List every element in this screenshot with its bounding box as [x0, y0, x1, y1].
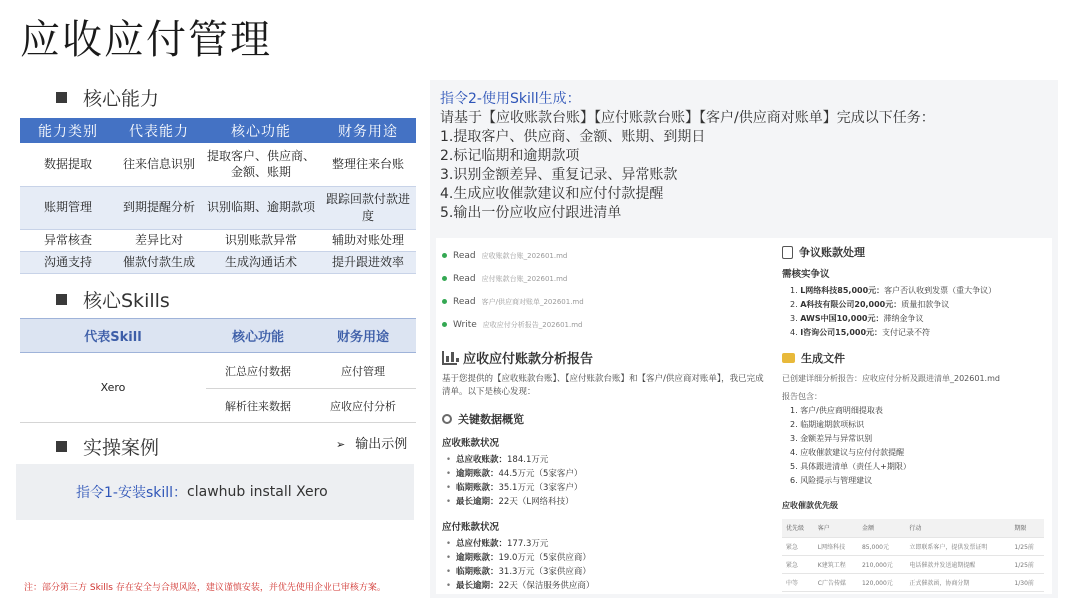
dispute-title [782, 244, 1050, 260]
item-key: 最长逾期： [456, 581, 499, 591]
table-cell: 应付管理 [310, 353, 416, 389]
item-key: 逾期账款： [456, 553, 499, 563]
generated-file-title [782, 350, 1050, 366]
section-heading-practice [56, 433, 159, 460]
list-item [442, 551, 772, 565]
output-example-text: 输出示例 [355, 437, 408, 452]
table-cell: K建筑工程 [814, 555, 858, 573]
item-key: 逾期账款： [456, 469, 499, 479]
table-cell: 紧急 [782, 555, 814, 573]
item-key: A科技有限公司20,000元： [800, 300, 902, 309]
status-dot-icon [442, 322, 447, 327]
table-cell: 数据提取 [20, 143, 116, 186]
list-item [442, 579, 772, 593]
item-key: AWS中国10,000元： [800, 314, 884, 323]
table-header: 代表能力 [116, 118, 202, 143]
command-2-line: 3.识别金额差异、重复记录、异常账款 [440, 167, 678, 183]
table-cell: 到期提醒分析 [116, 186, 202, 229]
item-value: 184.1万元 [507, 455, 549, 465]
table-cell: 120,000元 [858, 573, 905, 591]
dispute-title-text: 争议账款处理 [799, 246, 865, 259]
item-key: 最长逾期： [456, 497, 499, 507]
command-2-block [440, 90, 1050, 223]
document-icon [782, 246, 793, 259]
item-key: 临期账款： [456, 483, 499, 493]
report-column [442, 244, 772, 593]
item-value: 44.5万元（5家客户） [498, 469, 583, 479]
payable-title: 应付账款状况 [442, 522, 500, 533]
table-cell: 差异比对 [116, 229, 202, 251]
generated-file-text: 已创建详细分析报告：应收应付分析及跟进清单_202601.md [782, 374, 1000, 383]
status-dot-icon [442, 253, 447, 258]
table-cell: 跟踪回款付款进度 [320, 186, 416, 229]
table-row [782, 519, 1044, 537]
table-cell: 催款付款生成 [116, 251, 202, 273]
section-heading-core-capability [56, 84, 159, 111]
table-header: 财务用途 [310, 319, 416, 353]
item-value: 177.3万元 [507, 539, 549, 549]
table-cell: 电话催款并发送逾期提醒 [905, 555, 1010, 573]
file-op-verb: Write [453, 319, 477, 330]
content-item-text: 应收催款建议与应付付款提醒 [800, 448, 905, 457]
content-item: 5. 具体跟进清单（责任人+期限） [790, 462, 911, 471]
square-bullet-icon [56, 92, 67, 103]
table-cell: L网络科技 [814, 537, 858, 555]
dispute-item: 2. A科技有限公司20,000元：质量扣款争议 [790, 300, 950, 309]
file-op-line [442, 244, 772, 267]
table-cell: 辅助对账处理 [320, 229, 416, 251]
list-item [442, 453, 772, 467]
dispute-subtitle: 需核实争议 [782, 269, 830, 280]
generated-file-title-text: 生成文件 [801, 352, 845, 365]
details-column [782, 244, 1050, 592]
square-bullet-icon [56, 294, 67, 305]
table-header: 核心功能 [206, 319, 310, 353]
table-header: 期限 [1010, 519, 1044, 537]
table-row [782, 573, 1044, 591]
table-cell: C广告传媒 [814, 573, 858, 591]
page-title: 应收应付管理 [20, 17, 272, 63]
report-title-text: 应收应付账款分析报告 [463, 352, 594, 367]
item-value: 35.1万元（3家客户） [498, 483, 583, 493]
content-item: 3. 金额差异与异常识别 [790, 434, 873, 443]
output-example-label [336, 433, 407, 452]
content-item: 4. 应收催款建议与应付付款提醒 [790, 448, 905, 457]
dispute-item: 1. L网络科技85,000元：客户否认收到发票（重大争议） [790, 286, 997, 295]
dispute-item: 4. I咨询公司15,000元：支付记录不符 [790, 328, 931, 337]
arrow-right-icon: ➢ [336, 438, 346, 451]
file-op-line [442, 290, 772, 313]
table-cell: 1/25前 [1010, 555, 1044, 573]
item-value: 19.0万元（5家供应商） [498, 553, 591, 563]
file-op-path: 应收账款台账_202601.md [481, 251, 568, 260]
item-key: L网络科技85,000元： [800, 286, 885, 295]
section-heading-core-skills [56, 286, 170, 313]
file-op-verb: Read [453, 273, 476, 284]
table-cell: 1/25前 [1010, 537, 1044, 555]
table-header: 优先级 [782, 519, 814, 537]
table-header: 客户 [814, 519, 858, 537]
table-cell: 提取客户、供应商、金额、账期 [202, 143, 320, 186]
item-value: 质量扣款争议 [901, 300, 950, 309]
table-row [20, 186, 416, 229]
table-cell: 1/30前 [1010, 573, 1044, 591]
content-item-text: 具体跟进清单（责任人+期限） [800, 462, 911, 471]
item-key: 总应收账款： [456, 455, 508, 465]
receivable-title: 应收账款状况 [442, 438, 500, 449]
report-contains-label: 报告包含： [782, 392, 822, 401]
item-key: 总应付账款： [456, 539, 508, 549]
table-cell: 异常核查 [20, 229, 116, 251]
table-row [20, 251, 416, 273]
file-op-path: 客户/供应商对账单_202601.md [481, 297, 584, 306]
content-item: 1. 客户/供应商明细提取表 [790, 406, 883, 415]
table-cell: 紧急 [782, 537, 814, 555]
table-header: 代表Skill [20, 319, 206, 353]
table-cell: 沟通支持 [20, 251, 116, 273]
table-cell: 应收应付分析 [310, 389, 416, 423]
magnifier-icon [442, 414, 452, 424]
table-cell: 正式催款函，协商分期 [905, 573, 1010, 591]
item-value: 31.3万元（3家供应商） [498, 567, 591, 577]
priority-title: 应收催款优先级 [782, 501, 838, 510]
agent-output-screenshot [436, 238, 1052, 594]
content-item-text: 风险提示与管理建议 [800, 476, 873, 485]
content-item: 2. 临期逾期款项标识 [790, 420, 865, 429]
command-2-heading: 指令2-使用Skill生成： [440, 91, 581, 107]
content-item-text: 金额差异与异常识别 [800, 434, 873, 443]
item-value: 22天（L网络科技） [498, 497, 574, 507]
list-item [442, 467, 772, 481]
item-key: 临期账款： [456, 567, 499, 577]
content-item: 6. 风险提示与管理建议 [790, 476, 873, 485]
report-title [442, 348, 772, 367]
bar-chart-icon [442, 351, 457, 365]
file-op-line [442, 267, 772, 290]
list-item [442, 565, 772, 579]
overview-title-text: 关键数据概览 [458, 413, 524, 426]
folder-icon [782, 353, 795, 363]
table-cell: 解析往来数据 [206, 389, 310, 423]
command-2-line: 请基于【应收账款台账】【应付账款台账】【客户/供应商对账单】完成以下任务： [440, 110, 935, 126]
item-value: 22天（保洁服务供应商） [498, 581, 595, 591]
footnote: 注：部分第三方 Skills 存在安全与合规风险，建议谨慎安装，并优先使用企业已审核方案。 [24, 583, 386, 593]
table-cell: 生成沟通话术 [202, 251, 320, 273]
content-item-text: 临期逾期款项标识 [800, 420, 865, 429]
table-cell: 85,000元 [858, 537, 905, 555]
table-header: 财务用途 [320, 118, 416, 143]
status-dot-icon [442, 276, 447, 281]
table-row [782, 537, 1044, 555]
capability-table [20, 118, 416, 274]
overview-title [442, 411, 772, 427]
command-2-line: 2.标记临期和逾期款项 [440, 148, 580, 164]
table-row [20, 143, 416, 186]
report-intro: 基于您提供的【应收账款台账】、【应付账款台账】和【客户/供应商对账单】，我已完成清单。以下是核心发现： [442, 374, 764, 397]
command-1-value: clawhub install Xero [187, 484, 328, 500]
output-panel [430, 80, 1058, 598]
file-op-path: 应收应付分析报告_202601.md [482, 320, 583, 329]
priority-table [782, 519, 1044, 592]
table-row [782, 555, 1044, 573]
file-op-line [442, 313, 772, 336]
skill-name-cell: Xero [20, 353, 206, 423]
table-header: 核心功能 [202, 118, 320, 143]
section-heading-text: 实操案例 [83, 437, 160, 459]
list-item [442, 495, 772, 509]
table-cell: 210,000元 [858, 555, 905, 573]
table-cell: 账期管理 [20, 186, 116, 229]
file-op-verb: Read [453, 296, 476, 307]
table-header: 金额 [858, 519, 905, 537]
item-key: I咨询公司15,000元： [800, 328, 883, 337]
command-1-box [16, 464, 414, 520]
item-value: 支付记录不符 [882, 328, 931, 337]
table-cell: 往来信息识别 [116, 143, 202, 186]
table-header: 行动 [905, 519, 1010, 537]
list-item [442, 537, 772, 551]
table-row [20, 229, 416, 251]
file-op-verb: Read [453, 250, 476, 261]
section-heading-text: 核心能力 [83, 88, 160, 110]
file-op-path: 应付账款台账_202601.md [481, 274, 568, 283]
table-row [20, 353, 416, 389]
table-cell: 识别账款异常 [202, 229, 320, 251]
section-heading-text: 核心Skills [83, 290, 170, 312]
item-value: 滞纳金争议 [883, 314, 924, 323]
table-cell: 中等 [782, 573, 814, 591]
command-1-label: 指令1-安装skill： [76, 485, 188, 501]
command-2-line: 5.输出一份应收应付跟进清单 [440, 205, 622, 221]
table-cell: 整理往来台账 [320, 143, 416, 186]
table-cell: 识别临期、逾期款项 [202, 186, 320, 229]
skills-table [20, 318, 416, 423]
status-dot-icon [442, 299, 447, 304]
dispute-item: 3. AWS中国10,000元：滞纳金争议 [790, 314, 924, 323]
command-2-line: 4.生成应收催款建议和应付付款提醒 [440, 186, 664, 202]
item-value: 客户否认收到发票（重大争议） [884, 286, 997, 295]
command-2-line: 1.提取客户、供应商、金额、账期、到期日 [440, 129, 706, 145]
content-item-text: 客户/供应商明细提取表 [800, 406, 883, 415]
table-cell: 汇总应付数据 [206, 353, 310, 389]
list-item [442, 481, 772, 495]
table-cell: 立即联系客户，提供发票证明 [905, 537, 1010, 555]
table-header: 能力类别 [20, 118, 116, 143]
table-cell: 提升跟进效率 [320, 251, 416, 273]
square-bullet-icon [56, 441, 67, 452]
